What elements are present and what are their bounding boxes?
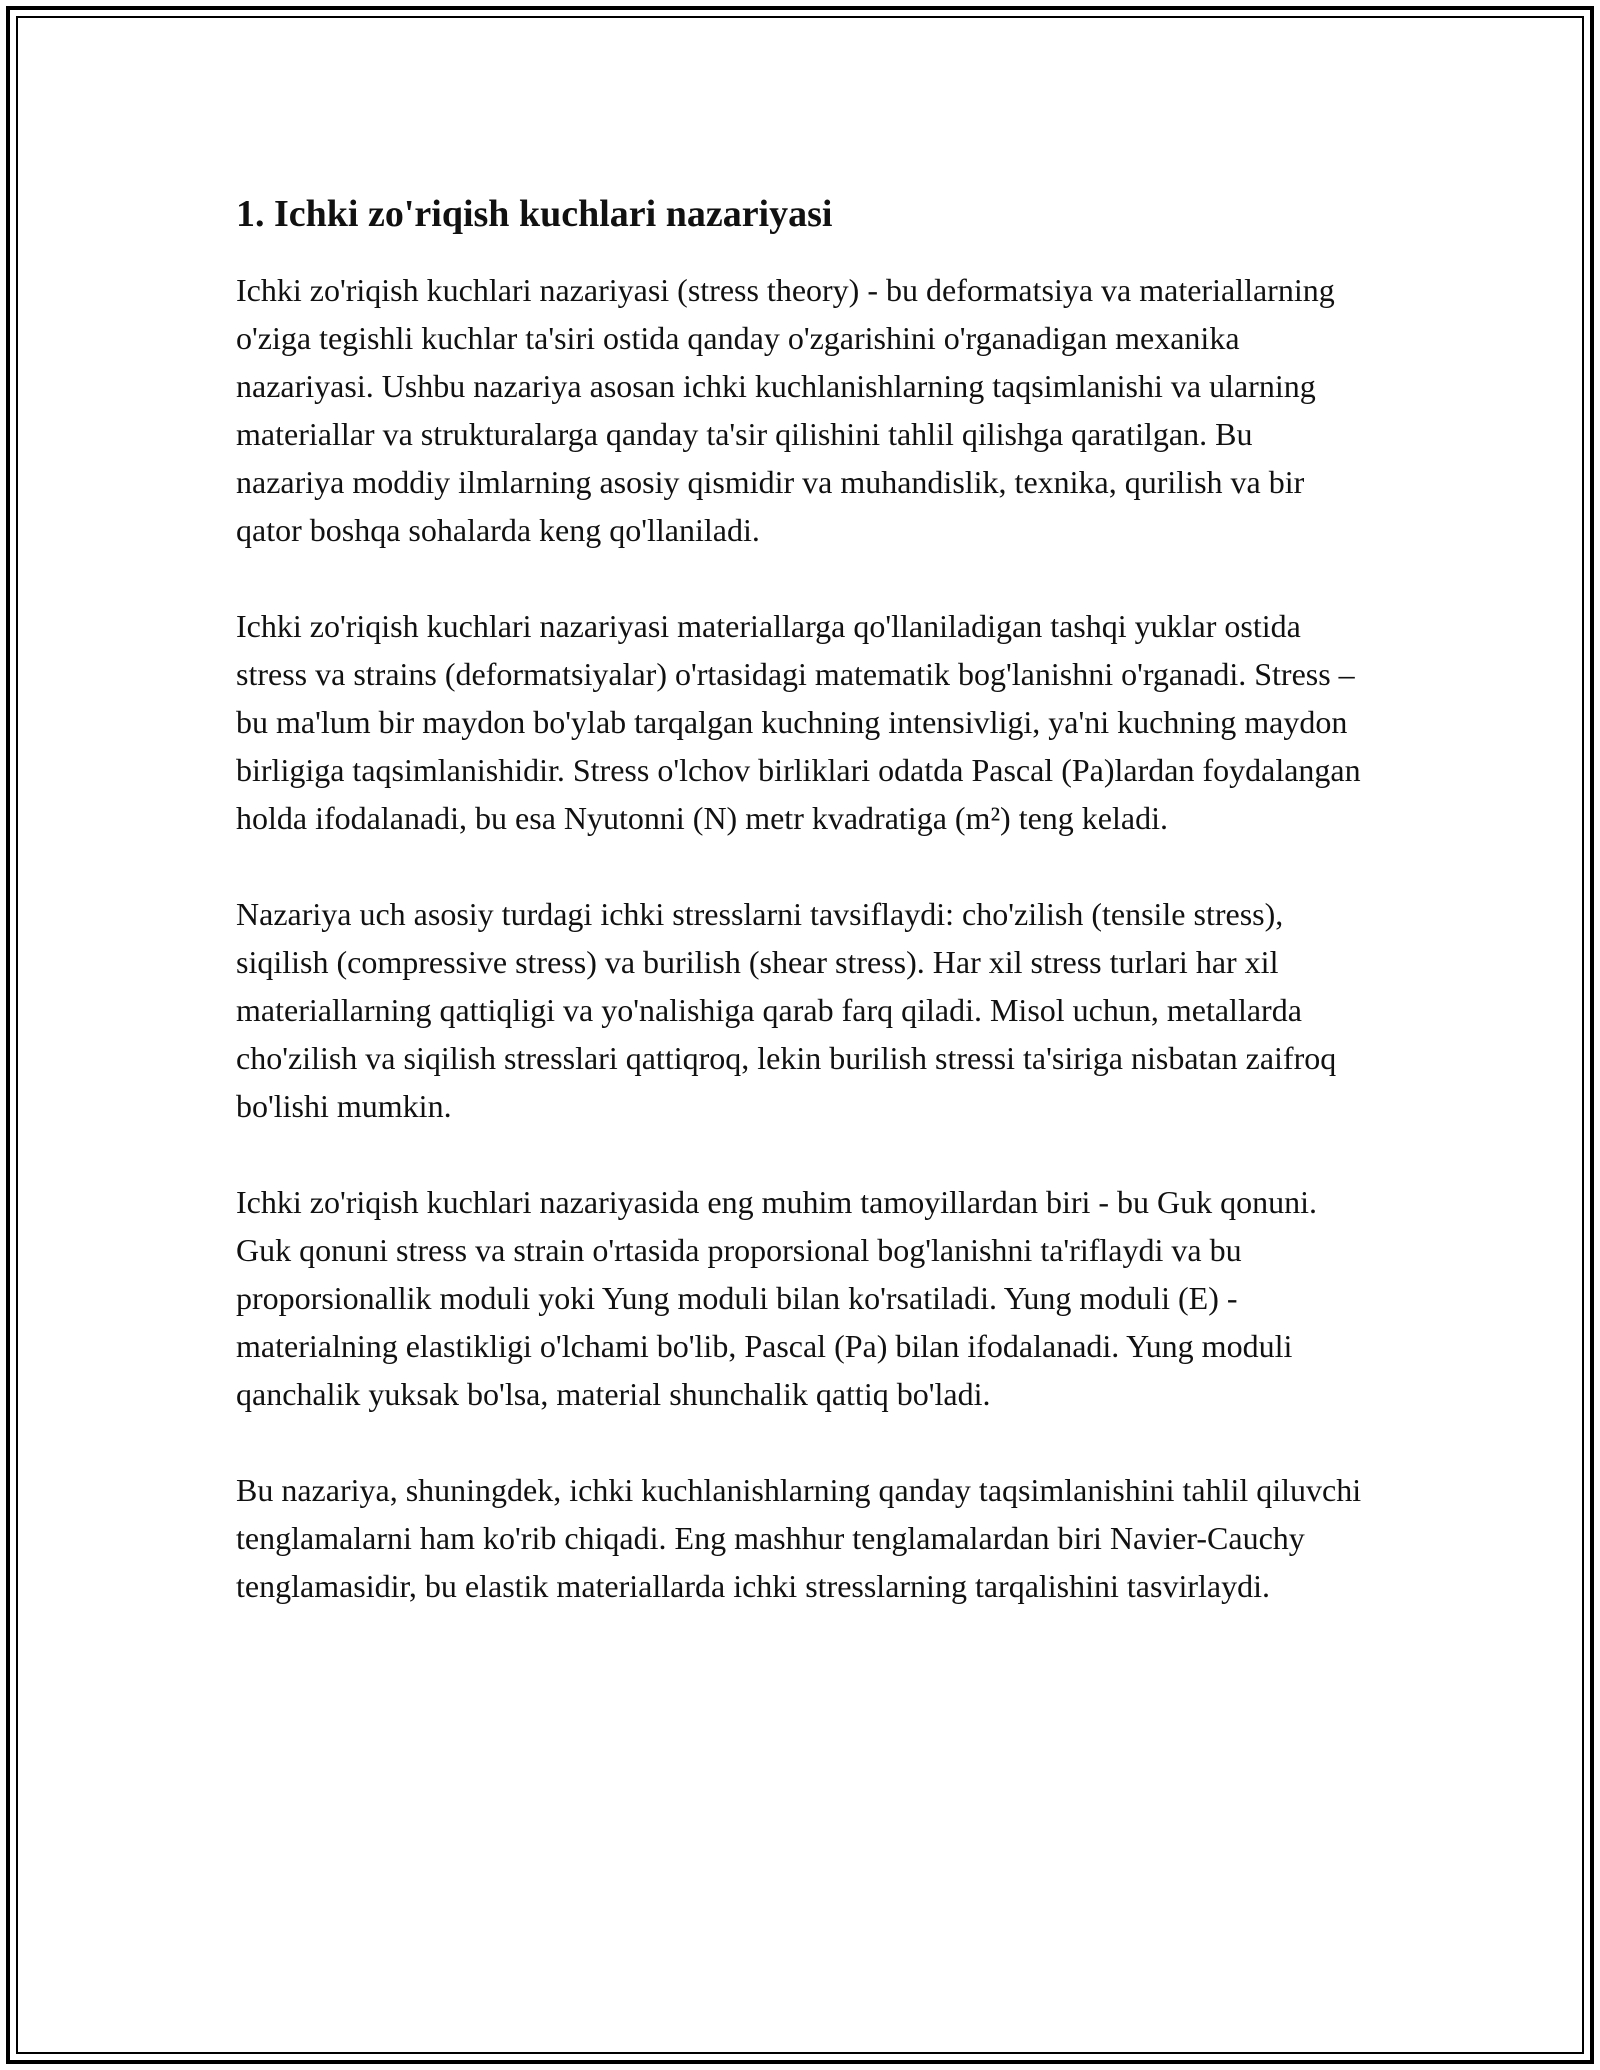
document-body — [236, 190, 1366, 1658]
paragraph-navier-cauchy: Bu nazariya, shuningdek, ichki kuchlanishlarning qanday taqsimlanishini tahlil qiluvchi tenglamalarni ham ko'rib chiqadi. Eng mashhur tenglamalardan biri Navier-Cauchy tenglamasidir, bu elastik materiallarda ichki stresslarning tarqalishini tasvirlaydi. — [236, 1472, 1362, 1604]
paragraph-hookes-law: Ichki zo'riqish kuchlari nazariyasida eng muhim tamoyillardan biri - bu Guk qonuni. Guk qonuni stress va strain o'rtasida proporsional bog'lanishni ta'riflaydi va bu proporsionallik moduli yoki Yung moduli bilan ko'rsatiladi. Yung moduli (E) - materialning elastikligi o'lchami bo'lib, Pascal (Pa) bilan ifodalanadi. Yung moduli qanchalik yuksak bo'lsa, material shunchalik qattiq bo'ladi. — [236, 1184, 1318, 1412]
section-title: 1. Ichki zo'riqish kuchlari nazariyasi — [236, 193, 833, 235]
paragraph-stress-definition: Ichki zo'riqish kuchlari nazariyasi materiallarga qo'llaniladigan tashqi yuklar ostida stress va strains (deformatsiyalar) o'rtasidagi matematik bog'lanishni o'rganadi. Stress – bu ma'lum bir maydon bo'ylab tarqalgan kuchning intensivligi, ya'ni kuchning maydon birligiga taqsimlanishidir. Stress o'lchov birliklari odatda Pascal (Pa)lardan foydalangan holda ifodalanadi, bu esa Nyutonni (N) metr kvadratiga (m²) teng keladi. — [236, 608, 1361, 836]
paragraph-stress-types: Nazariya uch asosiy turdagi ichki stresslarni tavsiflaydi: cho'zilish (tensile stress), siqilish (compressive stress) va burilish (shear stress). Har xil stress turlari har xil materiallarning qattiqligi va yo'nalishiga qarab farq qiladi. Misol uchun, metallarda cho'zilish va siqilish stresslari qattiqroq, lekin burilish stressi ta'siriga nisbatan zaifroq bo'lishi mumkin. — [236, 896, 1337, 1124]
paragraph-stress-theory-intro: Ichki zo'riqish kuchlari nazariyasi (stress theory) - bu deformatsiya va materiallarning o'ziga tegishli kuchlar ta'siri ostida qanday o'zgarishini o'rganadigan mexanika nazariyasi. Ushbu nazariya asosan ichki kuchlanishlarning taqsimlanishi va ularning materiallar va strukturalarga qanday ta'sir qilishini tahlil qilishga qaratilgan. Bu nazariya moddiy ilmlarning asosiy qismidir va muhandislik, texnika, qurilish va bir qator boshqa sohalarda keng qo'llaniladi. — [236, 272, 1335, 548]
